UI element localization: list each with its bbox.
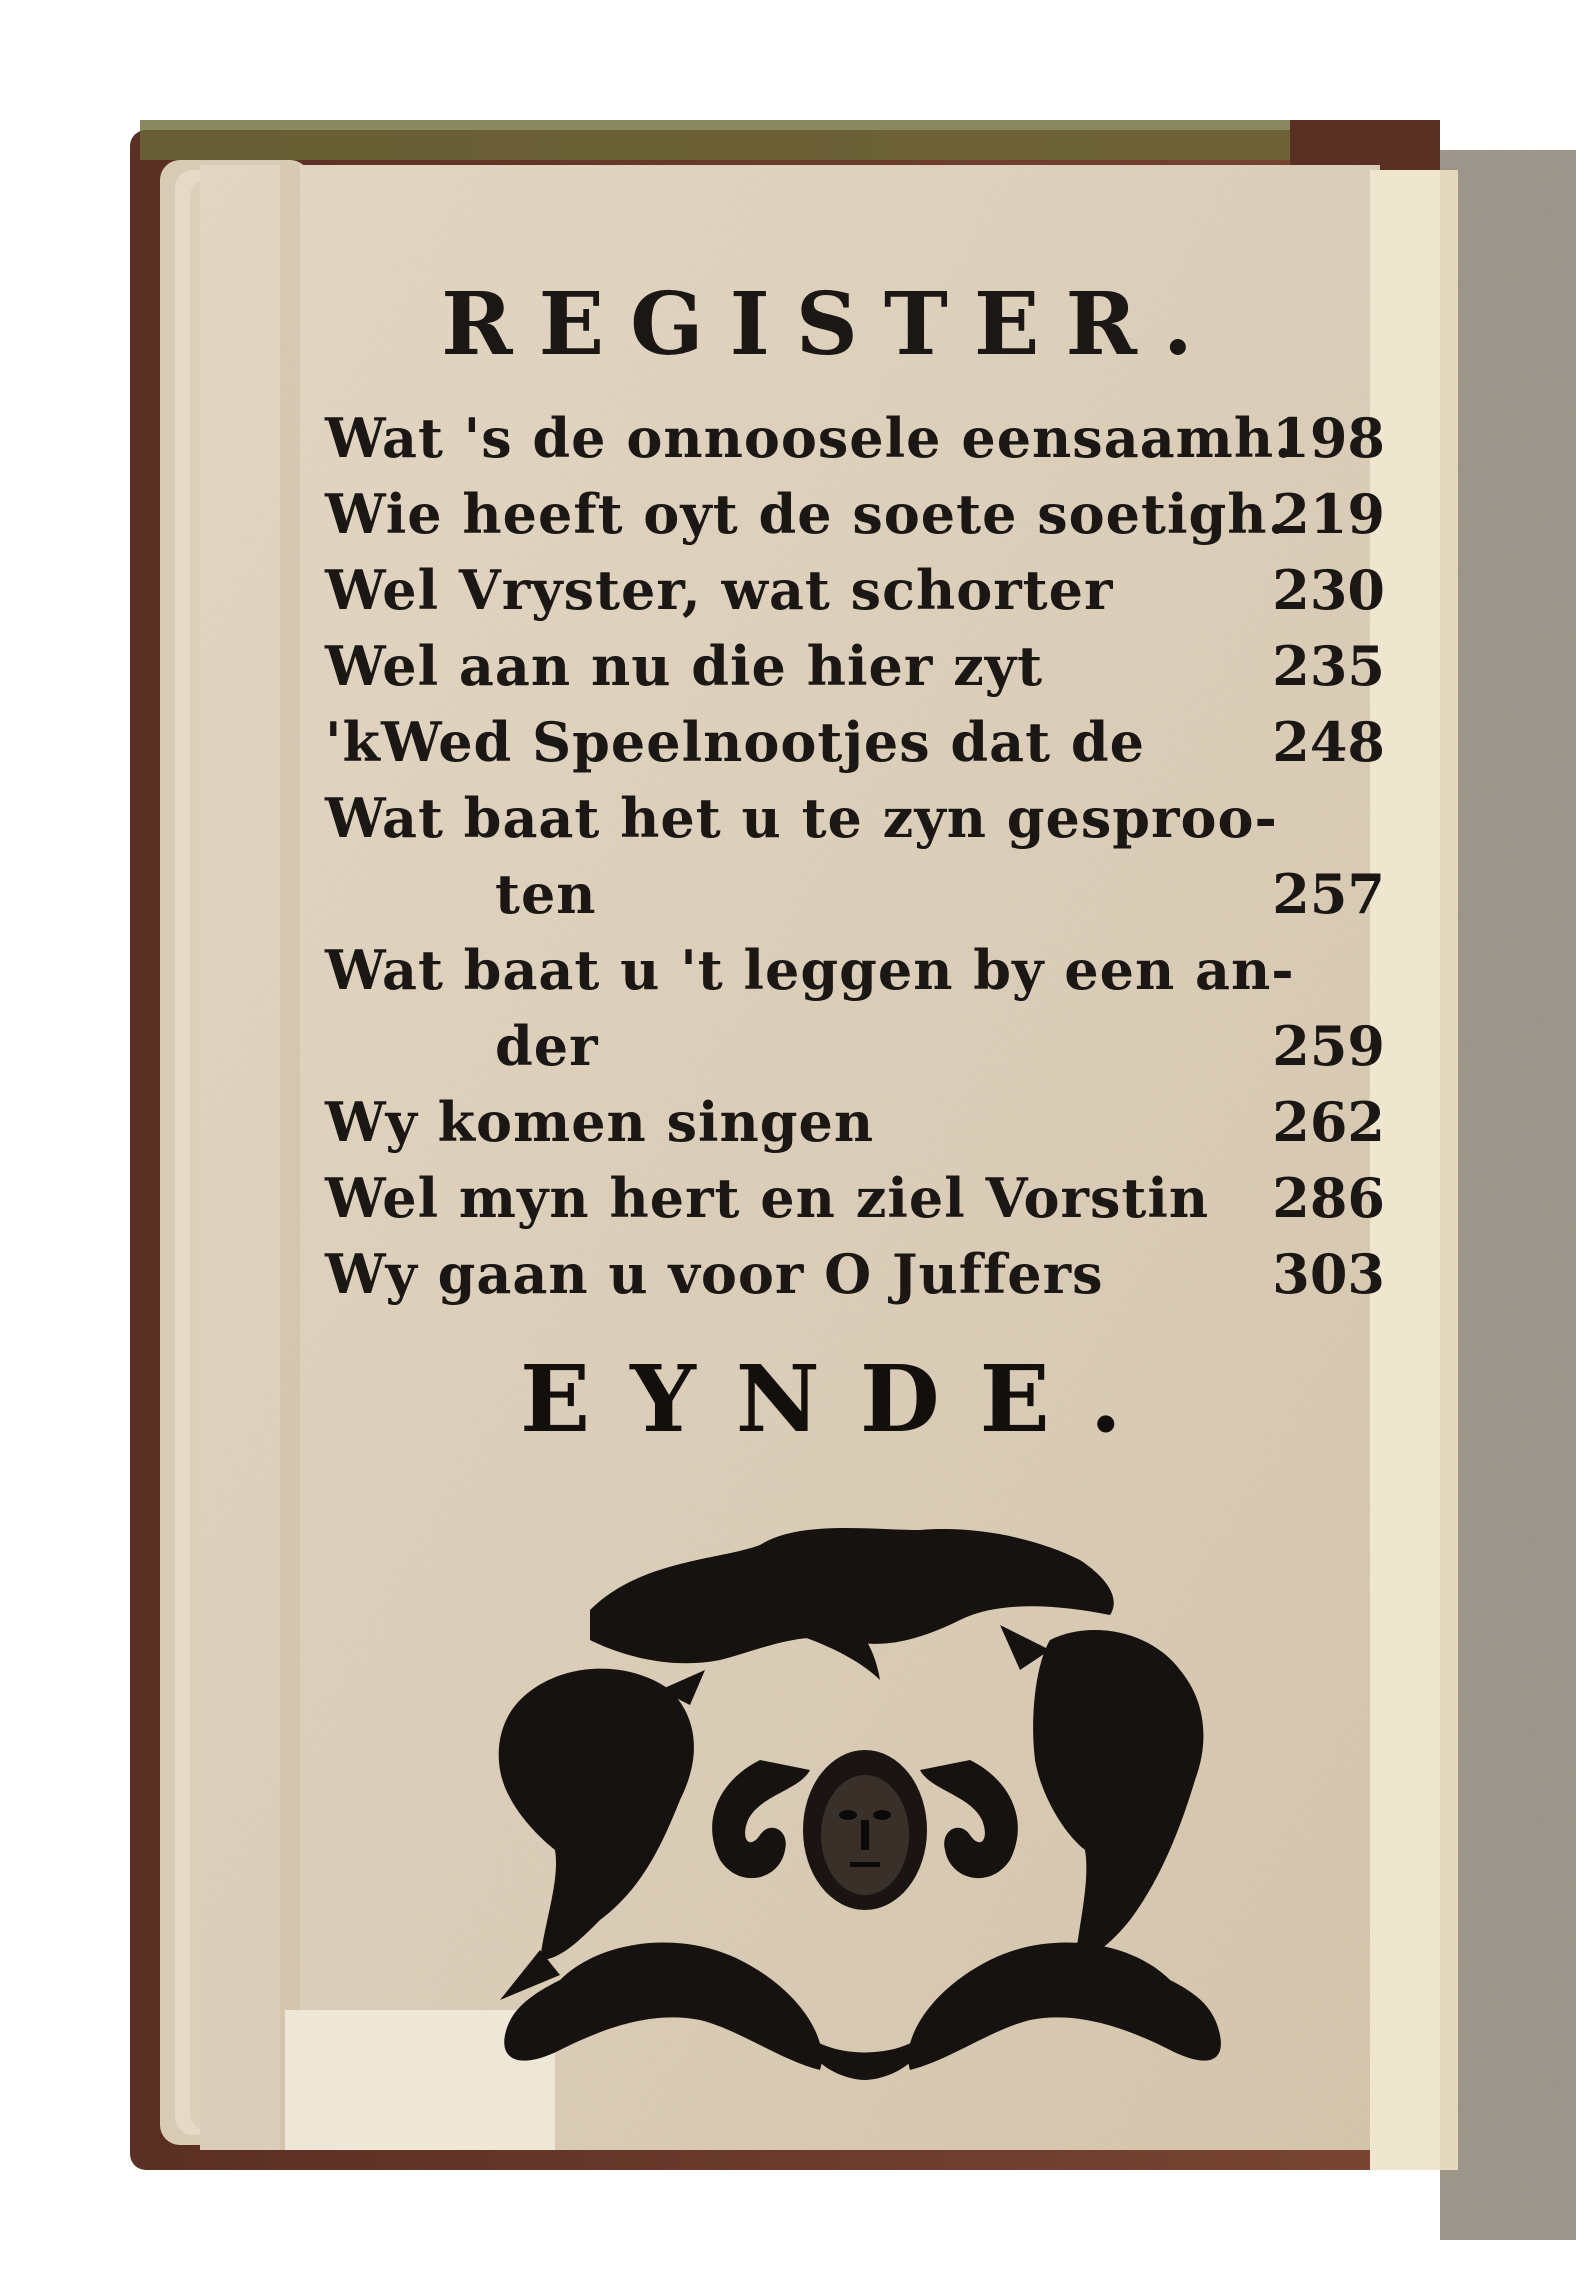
entry-page: 198 <box>1272 406 1385 470</box>
list-item <box>325 400 1385 476</box>
entry-text: Wat 's de onnoosele eensaamh. <box>325 406 1294 470</box>
endpaper <box>1440 150 1576 2240</box>
entry-page: 262 <box>1272 1090 1385 1154</box>
entry-text: Wy gaan u voor O Juffers <box>325 1242 1104 1306</box>
list-item <box>325 476 1385 552</box>
closing-word: EYNDE. <box>520 1345 1162 1453</box>
entry-text: Wat baat het u te zyn gesproo- <box>325 786 1278 850</box>
list-item <box>325 1236 1385 1312</box>
entry-text: Wie heeft oyt de soete soetigh. <box>325 482 1288 546</box>
entry-text: ten <box>495 862 597 926</box>
list-item <box>325 780 1385 856</box>
list-item <box>325 552 1385 628</box>
entry-text: 'kWed Speelnootjes dat de <box>325 710 1146 774</box>
entry-text: Wel myn hert en ziel Vorstin <box>325 1166 1210 1230</box>
list-item <box>325 1084 1385 1160</box>
entry-page: 303 <box>1272 1242 1385 1306</box>
entry-text: Wat baat u 't leggen by een an- <box>325 938 1295 1002</box>
entry-page: 248 <box>1272 710 1385 774</box>
list-item <box>325 628 1385 704</box>
list-item <box>325 704 1385 780</box>
entry-page: 257 <box>1272 862 1385 926</box>
entry-text: Wy komen singen <box>325 1090 875 1154</box>
entry-page: 219 <box>1272 482 1385 546</box>
list-item <box>325 1160 1385 1236</box>
list-item <box>325 932 1385 1008</box>
entry-text: der <box>495 1014 599 1078</box>
list-item <box>325 1008 1385 1084</box>
entry-text: Wel Vryster, wat schorter <box>325 558 1114 622</box>
entry-page: 259 <box>1272 1014 1385 1078</box>
entry-text: Wel aan nu die hier zyt <box>325 634 1044 698</box>
register-entries <box>325 400 1385 1312</box>
entry-page: 230 <box>1272 558 1385 622</box>
page-title: REGISTER. <box>441 274 1219 375</box>
list-item <box>325 856 1385 932</box>
entry-page: 235 <box>1272 634 1385 698</box>
entry-page: 286 <box>1272 1166 1385 1230</box>
